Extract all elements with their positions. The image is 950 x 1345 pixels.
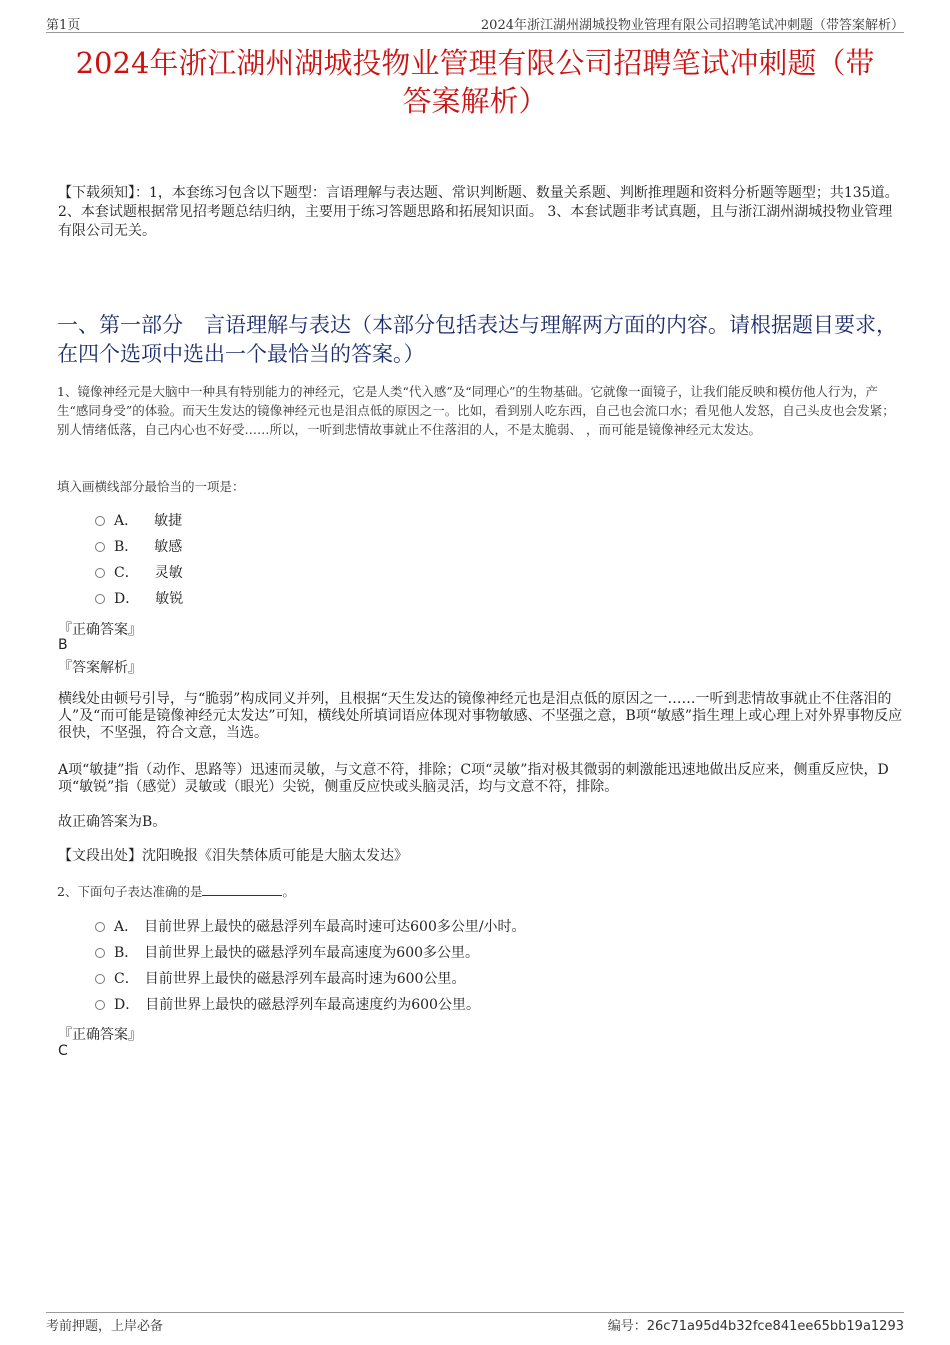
radio-icon[interactable] [95, 542, 105, 552]
q1-analysis-paragraph-3: 故正确答案为B。 [58, 814, 167, 830]
footer-slogan: 考前押题，上岸必备 [46, 1319, 164, 1334]
q1-answer-value: B [58, 637, 68, 653]
q2-option-a[interactable]: A． 目前世界上最快的磁悬浮列车最高时速可达600多公里/小时。 [95, 917, 526, 937]
radio-icon[interactable] [95, 516, 105, 526]
q2-answer-label: 『正确答案』 [58, 1027, 142, 1043]
q2-option-d[interactable]: D． 目前世界上最快的磁悬浮列车最高速度约为600公里。 [95, 995, 480, 1015]
question-1-prompt: 填入画横线部分最恰当的一项是： [57, 479, 245, 494]
footer-code [608, 1315, 904, 1334]
footer-code-label: 编号： [607, 1319, 647, 1334]
download-notice: 【下载须知】：1，本套练习包含以下题型：言语理解与表达题、常识判断题、数量关系题、判断推理题和资料分析题等题型；共135道。 2、本套试题根据常见招考题总结归纳，主要用于练习答题思路和拓展知识面。 3、本套试题非考试真题，且与浙江湖州湖城投物业管理有限公司无关。 [58, 185, 899, 239]
q1-analysis-paragraph-1: 横线处由顿号引导，与“脆弱”构成同义并列，且根据“天生发达的镜像神经元也是泪点低的原因之一……一听到悲情故事就止不住落泪的人”及“而可能是镜像神经元太发达”可知，横线处所填词语应体现对事物敏感、不坚强之意，B项“敏感”指生理上或心理上对外界事物反应很快，不坚强，符合文意，当选。 [58, 691, 903, 741]
running-header-title: 2024年浙江湖州湖城投物业管理有限公司招聘笔试冲刺题（带答案解析） [480, 18, 904, 33]
page-title-line1: 2024年浙江湖州湖城投物业管理有限公司招聘笔试冲刺题（带 [75, 46, 875, 80]
q1-option-a[interactable]: A． 敏捷 [95, 511, 182, 531]
question-1-text: 1、镜像神经元是大脑中一种具有特别能力的神经元，它是人类“代入感”及“同理心”的生物基础。它就像一面镜子，让我们能反映和模仿他人行为，产生“感同身受”的体验。而天生发达的镜像神经元也是泪点低的原因之一。比如，看到别人吃东西，自己也会流口水；看见他人发怒，自己头皮也会发紧；别人情绪低落，自己内心也不好受……所以，一听到悲情故事就止不住落泪的人，不是太脆弱、 ，而可能是镜像神经元太发达。 [57, 384, 895, 437]
page-number: 第1页 [46, 18, 81, 33]
q1-analysis-paragraph-2: A项“敏捷”指（动作、思路等）迅速而灵敏，与文意不符，排除；C项“灵敏”指对极其微弱的刺激能迅速地做出反应来，侧重反应快，D项“敏锐”指（感觉）灵敏或（眼光）尖锐，侧重反应快或头脑灵活，均与文意不符，排除。 [58, 762, 889, 795]
section-title: 一、第一部分 言语理解与表达（本部分包括表达与理解两方面的内容。请根据题目要求，在四个选项中选出一个最恰当的答案。） [57, 313, 897, 366]
radio-icon[interactable] [95, 974, 105, 984]
q2-option-c[interactable]: C． 目前世界上最快的磁悬浮列车最高时速为600公里。 [95, 969, 465, 989]
q1-option-b[interactable]: B． 敏感 [95, 537, 182, 557]
q2-option-b[interactable]: B． 目前世界上最快的磁悬浮列车最高速度为600多公里。 [95, 943, 479, 963]
page-title [46, 44, 904, 120]
header-divider [46, 32, 904, 33]
footer-divider [46, 1312, 904, 1313]
radio-icon[interactable] [95, 948, 105, 958]
page-title-line2: 答案解析） [402, 84, 548, 118]
q1-source: 【文段出处】沈阳晚报《泪失禁体质可能是大脑太发达》 [58, 848, 408, 864]
q1-option-d[interactable]: D． 敏锐 [95, 589, 183, 609]
footer-code-value: 26c71a95d4b32fce841ee65bb19a1293 [646, 1319, 904, 1334]
q1-option-c[interactable]: C． 灵敏 [95, 563, 183, 583]
radio-icon[interactable] [95, 922, 105, 932]
radio-icon[interactable] [95, 568, 105, 578]
q2-answer-value: C [58, 1043, 68, 1059]
answer-blank [202, 883, 282, 896]
q1-answer-label: 『正确答案』 [58, 622, 142, 638]
q1-analysis-label: 『答案解析』 [58, 660, 142, 676]
radio-icon[interactable] [95, 594, 105, 604]
question-2-text: 2、下面句子表达准确的是 。 [57, 884, 295, 899]
radio-icon[interactable] [95, 1000, 105, 1010]
